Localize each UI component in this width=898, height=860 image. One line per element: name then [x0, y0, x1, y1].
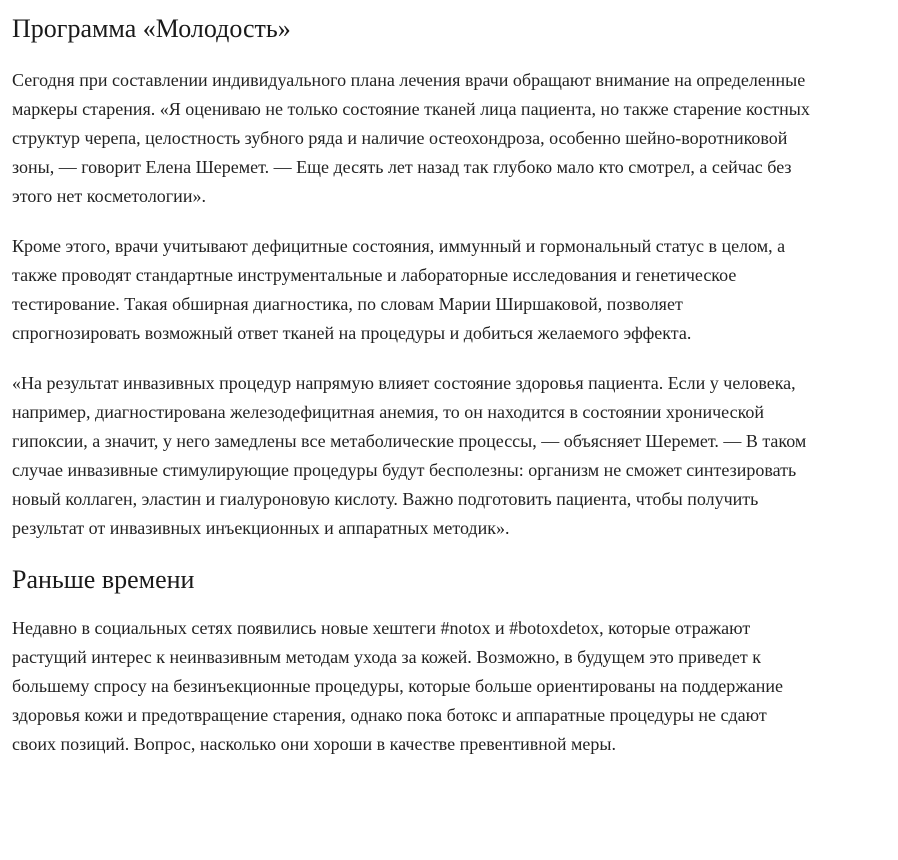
section-heading-ahead-of-time: Раньше времени — [12, 565, 195, 594]
article-paragraph: Кроме этого, врачи учитывают дефицитные состояния, иммунный и гормональный статус в целом, а также проводят стандартные инструментальные и лабораторные исследования и генетическое тестирование. Такая обширная диагностика, по словам Марии Ширшаковой, позволяет спрогнозировать возможный ответ тканей на процедуры и добиться желаемого эффекта. — [12, 236, 786, 343]
section-heading-youth-program: Программа «Молодость» — [12, 14, 291, 43]
article-paragraph: Недавно в социальных сетях появились новые хештеги #notox и #botoxdetox, которые отражают растущий интерес к неинвазивным методам ухода за кожей. Возможно, в будущем это приведет к большему спросу на безинъекционные процедуры, которые больше ориентированы на поддержание здоровья кожи и предотвращение старения, однако пока ботокс и аппаратные процедуры не сдают своих позиций. Вопрос, насколько они хороши в качестве превентивной меры. — [12, 618, 783, 754]
article-paragraph: «На результат инвазивных процедур напрямую влияет состояние здоровья пациента. Если у человека, например, диагностирована железодефицитная анемия, то он находится в состоянии хронической гипоксии, а значит, у него замедлены все метаболические процессы, — объясняет Шеремет. — В таком случае инвазивные стимулирующие процедуры будут бесполезны: организм не сможет синтезировать новый коллаген, эластин и гиалуроновую кислоту. Важно подготовить пациента, чтобы получить результат от инвазивных инъекционных и аппаратных методик». — [12, 373, 807, 538]
article-body — [12, 0, 812, 759]
article-paragraph: Сегодня при составлении индивидуального плана лечения врачи обращают внимание на определенные маркеры старения. «Я оцениваю не только состояние тканей лица пациента, но также старение костных структур черепа, целостность зубного ряда и наличие остеохондроза, особенно шейно-воротниковой зоны, — говорит Елена Шеремет. — Еще десять лет назад так глубоко мало кто смотрел, а сейчас без этого нет косметологии». — [12, 70, 810, 206]
